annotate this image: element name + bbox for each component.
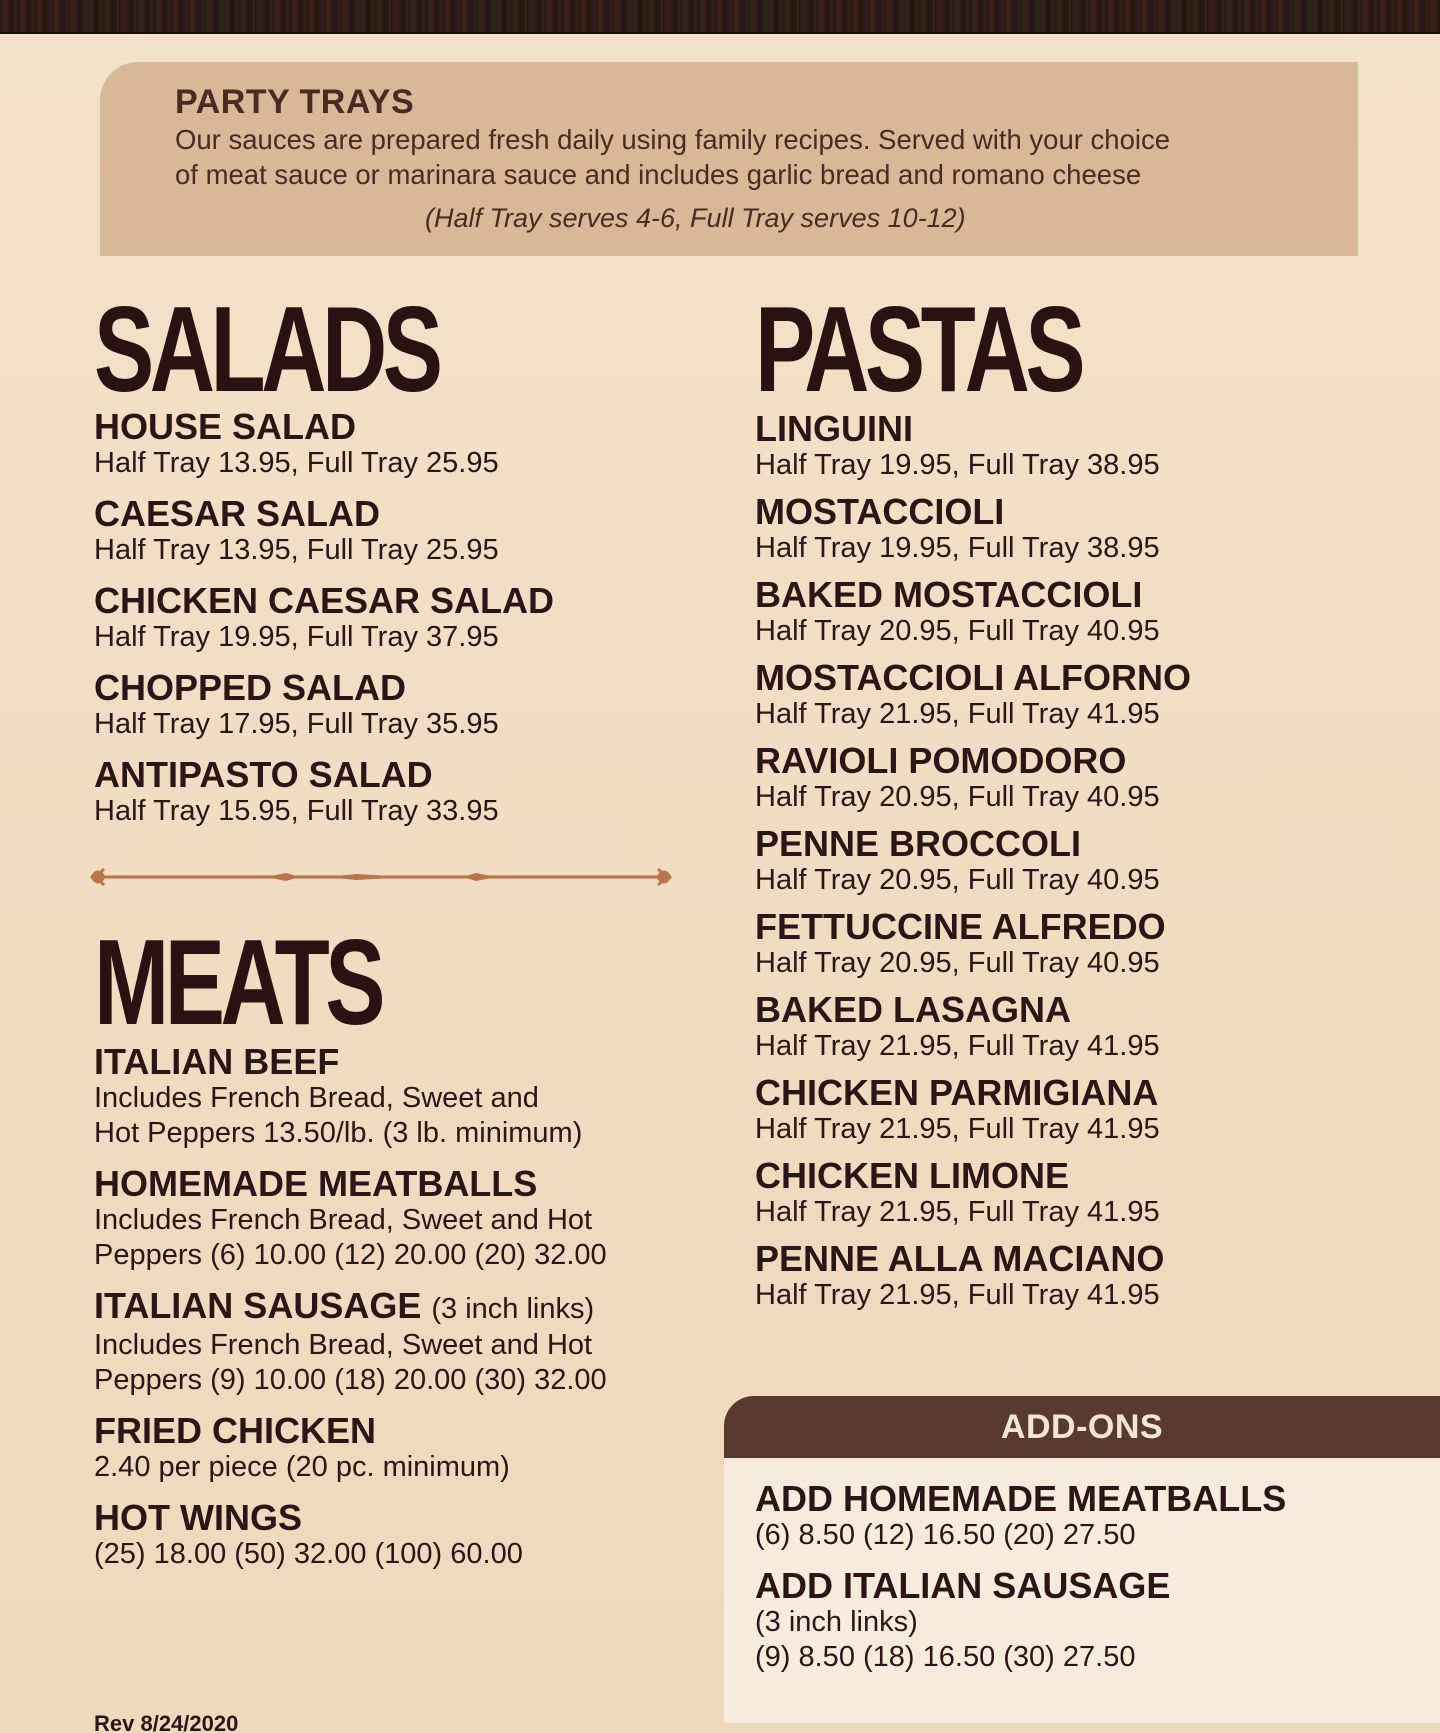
menu-item-description: 2.40 per piece (20 pc. minimum): [94, 1451, 510, 1483]
menu-item-name: MOSTACCIOLI: [755, 491, 1005, 532]
menu-item-note: (3 inch links): [431, 1293, 595, 1325]
menu-item: [94, 1165, 694, 1273]
menu-item: [755, 908, 1395, 981]
menu-item: [755, 742, 1395, 815]
menu-item-price: Half Tray 20.95, Full Tray 40.95: [755, 615, 1160, 647]
meats-heading: MEATS: [94, 914, 382, 1050]
menu-item-name: ADD ITALIAN SAUSAGE: [755, 1565, 1171, 1606]
party-trays-description: [175, 122, 1315, 192]
menu-item: [94, 582, 694, 655]
menu-item-price: Half Tray 21.95, Full Tray 41.95: [755, 1113, 1160, 1145]
menu-item: [94, 408, 694, 481]
menu-item-name: MOSTACCIOLI ALFORNO: [755, 657, 1191, 698]
menu-item-price: Half Tray 17.95, Full Tray 35.95: [94, 708, 499, 740]
menu-item-description: Includes French Bread, Sweet and Hot Peppers (6) 10.00 (12) 20.00 (20) 32.00: [94, 1204, 607, 1271]
meats-list: [94, 1043, 694, 1572]
menu-item: [755, 1157, 1395, 1230]
menu-item: [94, 1287, 694, 1398]
party-trays-title: PARTY TRAYS: [175, 83, 415, 121]
menu-item-name: CHICKEN PARMIGIANA: [755, 1072, 1159, 1113]
menu-item: [755, 1074, 1395, 1147]
menu-item-price: Half Tray 21.95, Full Tray 41.95: [755, 1030, 1160, 1062]
menu-item: [755, 493, 1395, 566]
menu-item: [755, 1240, 1395, 1313]
menu-item-name: CAESAR SALAD: [94, 493, 381, 534]
menu-item-name: [94, 1165, 694, 1203]
menu-item-name: CHOPPED SALAD: [94, 667, 407, 708]
menu-item: [755, 825, 1395, 898]
menu-item: [94, 1412, 694, 1485]
menu-item-price: Half Tray 19.95, Full Tray 37.95: [94, 621, 499, 653]
menu-item-name-text: ITALIAN BEEF: [94, 1041, 340, 1082]
menu-item: [94, 495, 694, 568]
menu-item: [94, 669, 694, 742]
menu-item-name-text: HOMEMADE MEATBALLS: [94, 1163, 538, 1204]
menu-item-name: [94, 1499, 694, 1537]
party-trays-serving-note: (Half Tray serves 4-6, Full Tray serves 10-12): [425, 203, 966, 233]
menu-item-name: CHICKEN LIMONE: [755, 1155, 1069, 1196]
menu-item-description: (25) 18.00 (50) 32.00 (100) 60.00: [94, 1538, 523, 1570]
menu-item-description: Includes French Bread, Sweet and Hot Peppers (9) 10.00 (18) 20.00 (30) 32.00: [94, 1329, 607, 1396]
ornamental-divider: [86, 857, 676, 897]
menu-item-price: Half Tray 15.95, Full Tray 33.95: [94, 795, 499, 827]
menu-item-name-text: FRIED CHICKEN: [94, 1410, 377, 1451]
menu-item: [755, 991, 1395, 1064]
menu-item-name: [94, 1287, 694, 1328]
menu-item: [755, 576, 1395, 649]
menu-item-name: BAKED LASAGNA: [755, 989, 1072, 1030]
menu-item-name: [94, 1412, 694, 1450]
menu-item: [94, 1499, 694, 1572]
addons-panel: [724, 1458, 1440, 1723]
party-trays-banner: [100, 62, 1358, 256]
menu-item-name-text: HOT WINGS: [94, 1497, 302, 1538]
menu-item-price: Half Tray 21.95, Full Tray 41.95: [755, 1196, 1160, 1228]
salads-heading: SALADS: [94, 281, 439, 417]
menu-item-name-text: ITALIAN SAUSAGE: [94, 1285, 422, 1326]
addons-heading: ADD-ONS: [724, 1396, 1440, 1458]
menu-item-name: BAKED MOSTACCIOLI: [755, 574, 1143, 615]
menu-item-price: Half Tray 21.95, Full Tray 41.95: [755, 698, 1160, 730]
menu-item-name: LINGUINI: [755, 408, 913, 449]
menu-item: [94, 1043, 694, 1151]
menu-item-name: CHICKEN CAESAR SALAD: [94, 580, 555, 621]
menu-item-price: Half Tray 19.95, Full Tray 38.95: [755, 532, 1160, 564]
menu-item-description: (3 inch links) (9) 8.50 (18) 16.50 (30) 27.50: [755, 1606, 1136, 1673]
menu-page: [0, 34, 1440, 1733]
menu-item-name: RAVIOLI POMODORO: [755, 740, 1127, 781]
menu-item-name: HOUSE SALAD: [94, 406, 357, 447]
menu-item-description: Includes French Bread, Sweet and Hot Peppers 13.50/lb. (3 lb. minimum): [94, 1082, 583, 1149]
menu-item-name: ADD HOMEMADE MEATBALLS: [755, 1478, 1287, 1519]
menu-item: [755, 659, 1395, 732]
menu-item-price: Half Tray 20.95, Full Tray 40.95: [755, 947, 1160, 979]
left-column: [94, 281, 694, 1586]
revision-date: Rev 8/24/2020: [94, 1711, 239, 1733]
right-column: [755, 281, 1395, 1323]
menu-item-name: PENNE BROCCOLI: [755, 823, 1082, 864]
menu-item-price: Half Tray 19.95, Full Tray 38.95: [755, 449, 1160, 481]
party-trays-description-line: Our sauces are prepared fresh daily using family recipes. Served with your choice: [175, 124, 1171, 155]
menu-item: [755, 410, 1395, 483]
menu-item-name: FETTUCCINE ALFREDO: [755, 906, 1166, 947]
menu-item-price: Half Tray 21.95, Full Tray 41.95: [755, 1279, 1160, 1311]
salads-list: [94, 408, 694, 829]
menu-item: [755, 1567, 1440, 1675]
menu-item-description: (6) 8.50 (12) 16.50 (20) 27.50: [755, 1519, 1136, 1551]
menu-item-price: Half Tray 13.95, Full Tray 25.95: [94, 447, 499, 479]
menu-item-price: Half Tray 20.95, Full Tray 40.95: [755, 864, 1160, 896]
menu-item: [755, 1480, 1440, 1553]
menu-item: [94, 756, 694, 829]
party-trays-description-line: of meat sauce or marinara sauce and includes garlic bread and romano cheese: [175, 159, 1142, 190]
menu-item-name: ANTIPASTO SALAD: [94, 754, 433, 795]
pastas-heading: PASTAS: [755, 281, 1082, 417]
top-wood-border: [0, 0, 1440, 34]
pastas-list: [755, 410, 1395, 1313]
menu-item-name: PENNE ALLA MACIANO: [755, 1238, 1165, 1279]
menu-item-price: Half Tray 13.95, Full Tray 25.95: [94, 534, 499, 566]
menu-item-price: Half Tray 20.95, Full Tray 40.95: [755, 781, 1160, 813]
